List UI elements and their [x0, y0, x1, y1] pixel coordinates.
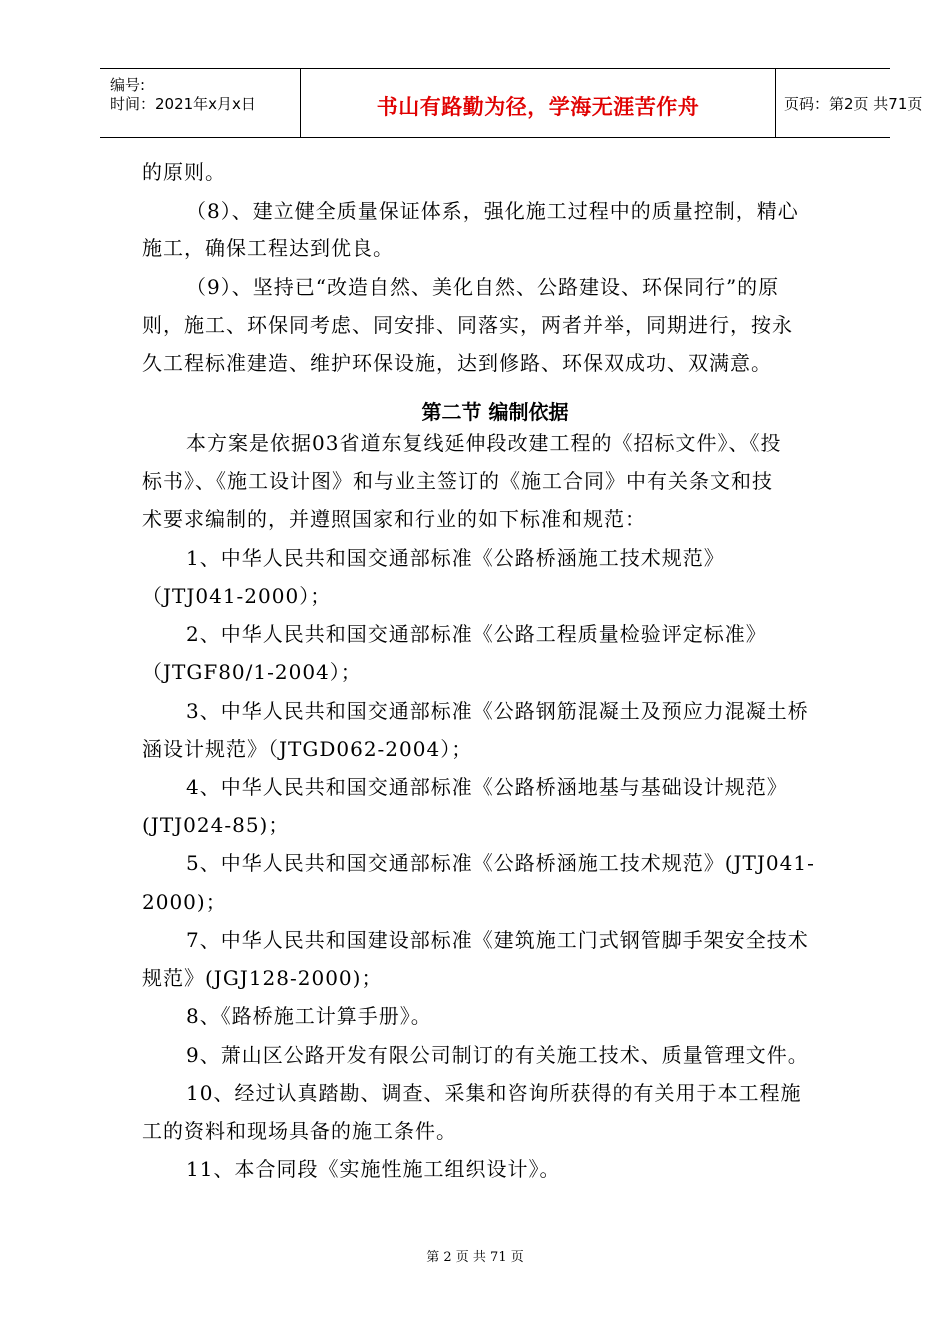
page-footer: 第 2 页 共 71 页 [426, 1250, 524, 1265]
text-line: 5、中华人民共和国交通部标准《公路桥涵施工技术规范》(JTJ041- [186, 851, 815, 875]
text-line: 术要求编制的，并遵照国家和行业的如下标准和规范： [142, 507, 646, 531]
text-line: （9）、坚持已“改造自然、美化自然、公路建设、环保同行”的原 [186, 275, 780, 299]
text-line: 11、本合同段《实施性施工组织设计》。 [186, 1157, 561, 1181]
text-line: 8、《路桥施工计算手册》。 [186, 1004, 432, 1028]
text-line: 的原则。 [142, 160, 226, 184]
text-line: 本方案是依据03省道东复线延伸段改建工程的《招标文件》、《投 [186, 431, 782, 455]
text-line: 1、中华人民共和国交通部标准《公路桥涵施工技术规范》 [186, 546, 725, 570]
header-page-info: 页码：第2页 共71页 [784, 95, 923, 113]
header-motto: 书山有路勤为径，学海无涯苦作舟 [376, 95, 700, 119]
text-line: 3、中华人民共和国交通部标准《公路钢筋混凝土及预应力混凝土桥 [186, 699, 809, 723]
section-heading: 第二节 编制依据 [421, 400, 569, 424]
text-line: 施工，确保工程达到优良。 [142, 236, 394, 260]
text-line: 涵设计规范》（JTGD062-2004）； [142, 737, 473, 761]
header-page-cell [776, 69, 923, 137]
header-meta-cell [100, 69, 301, 137]
text-line: (JTJ024-85)； [142, 813, 290, 837]
text-line: 7、中华人民共和国建设部标准《建筑施工门式钢管脚手架安全技术 [186, 928, 809, 952]
text-line: 久工程标准建造、维护环保设施，达到修路、环保双成功、双满意。 [142, 351, 772, 375]
text-line: （JTGF80/1-2004）； [142, 660, 362, 684]
document-time-label: 时间：2021年x月x日 [110, 95, 256, 113]
header-motto-cell [301, 69, 776, 137]
text-line: 规范》(JGJ128-2000)； [142, 966, 383, 990]
text-line: 则，施工、环保同考虑、同安排、同落实，两者并举，同期进行，按永 [142, 313, 793, 337]
text-line: （8）、建立健全质量保证体系，强化施工过程中的质量控制，精心 [186, 199, 799, 223]
text-line: 2000)； [142, 890, 227, 914]
text-line: 4、中华人民共和国交通部标准《公路桥涵地基与基础设计规范》 [186, 775, 788, 799]
document-number-label: 编号: [110, 76, 146, 94]
text-line: 2、中华人民共和国交通部标准《公路工程质量检验评定标准》 [186, 622, 767, 646]
text-line: 10、经过认真踏勘、调查、采集和咨询所获得的有关用于本工程施 [186, 1081, 802, 1105]
text-line: （JTJ041-2000）； [142, 584, 332, 608]
text-line: 9、萧山区公路开发有限公司制订的有关施工技术、质量管理文件。 [186, 1043, 809, 1067]
text-line: 工的资料和现场具备的施工条件。 [142, 1119, 457, 1143]
page-header [100, 68, 923, 138]
text-line: 标书》、《施工设计图》和与业主签订的《施工合同》中有关条文和技 [142, 469, 773, 493]
